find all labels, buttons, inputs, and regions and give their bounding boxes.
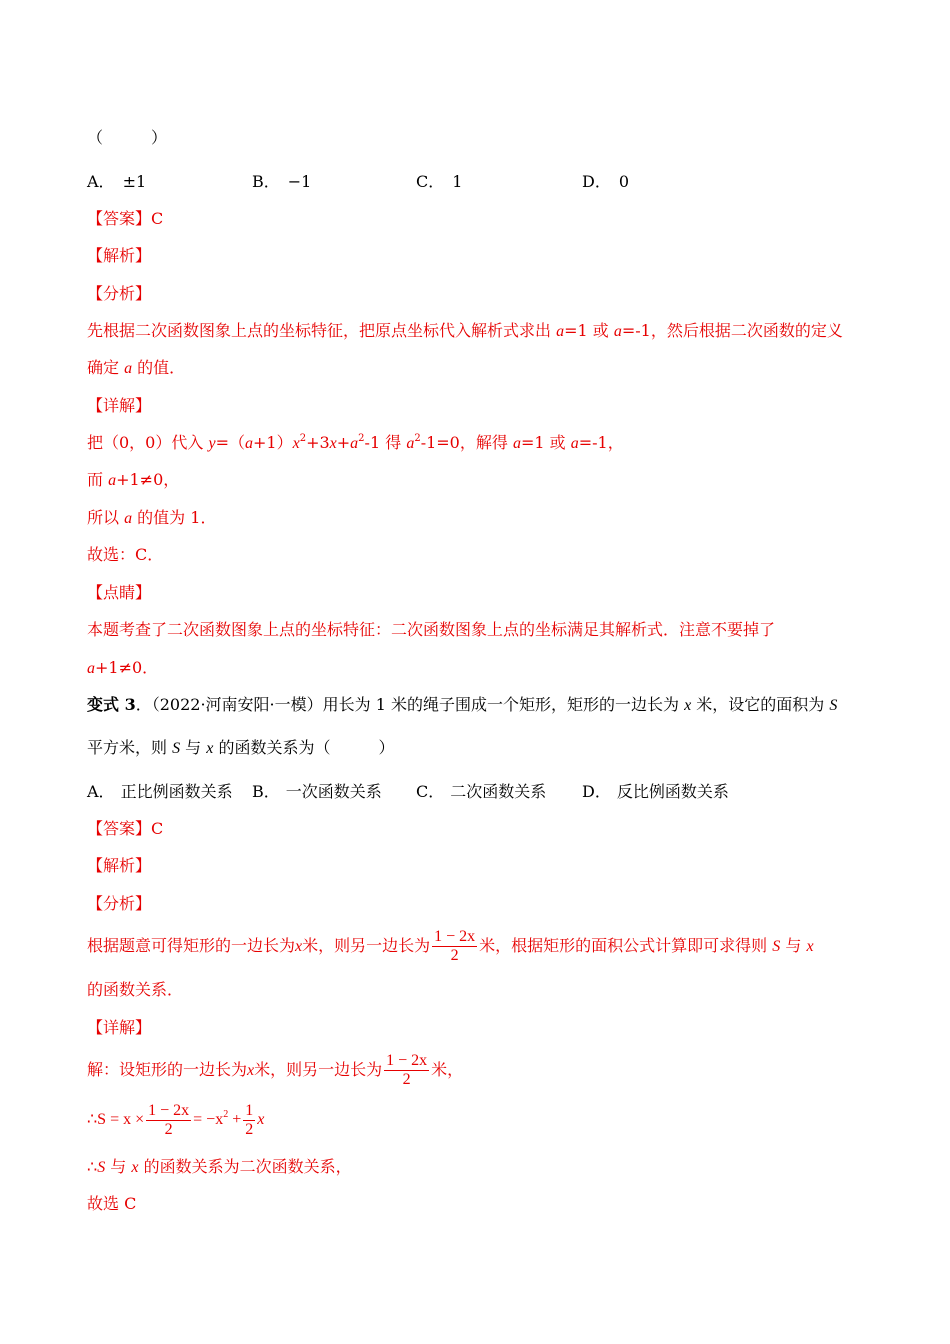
fraction-one-minus-2x: $\frac{1 - 2x}{2}$ bbox=[434, 928, 476, 964]
q3-answer-label: 【答案】C bbox=[87, 819, 164, 838]
fraction-one-minus-2x: $\frac{1 - 2x}{2}$ bbox=[148, 1101, 190, 1138]
q3-xiangjie-label: 【详解】 bbox=[87, 1018, 152, 1037]
q3-title-line-2: 平方米，则 S 与 x 的函数关系为（ ） bbox=[87, 738, 395, 757]
fraction-one-minus-2x: $\frac{1 - 2x}{2}$ bbox=[386, 1052, 428, 1088]
q3-fenxi-text-2: 的函数关系． bbox=[87, 980, 184, 999]
q3-option-d: D． 反比例函数关系 bbox=[582, 782, 729, 801]
option-d: D． 0 bbox=[582, 172, 630, 191]
q3-jiexi-label: 【解析】 bbox=[87, 856, 152, 875]
dianjing-text-1: 本题考查了二次函数图象上点的坐标特征：二次函数图象上点的坐标满足其解析式．注意不要掉了 bbox=[87, 620, 776, 639]
dianjing-text-2: a+1≠0． bbox=[87, 658, 159, 677]
jiexi-label: 【解析】 bbox=[87, 246, 152, 265]
detail-line-4: 故选：C． bbox=[87, 545, 164, 564]
detail-line-2: 而 a+1≠0， bbox=[87, 470, 180, 489]
detail-line-3: 所以 a 的值为 1． bbox=[87, 508, 217, 527]
q3-option-b: B． 一次函数关系 bbox=[252, 782, 382, 801]
q3-final-choice: 故选 C bbox=[87, 1194, 137, 1213]
xiangjie-label: 【详解】 bbox=[87, 396, 152, 415]
dianjing-label: 【点睛】 bbox=[87, 583, 152, 602]
detail-line-1: 把（0，0）代入 $y=(a+1)x^2+3x+a^2-1$ 得 $a^2-1=0$，解得 a=1 或 a=-1， bbox=[87, 432, 624, 452]
q3-equation: ∴S = x × $\frac{1 - 2x}{2}$ = $-x^2$ + $\frac{1}{2}$ x bbox=[87, 1101, 265, 1138]
fenxi-text-2: 确定 a 的值． bbox=[87, 358, 186, 377]
question-paren: （ ） bbox=[87, 128, 168, 147]
fraction-one-half: $\frac{1}{2}$ bbox=[245, 1101, 254, 1138]
q3-conclusion: ∴S 与 x 的函数关系为二次函数关系， bbox=[87, 1157, 352, 1176]
option-c: C． 1 bbox=[416, 172, 463, 191]
q3-option-a: A． 正比例函数关系 bbox=[87, 782, 233, 801]
fenxi-text-1: 先根据二次函数图象上点的坐标特征，把原点坐标代入解析式求出 a=1 或 a=-1，然后根据二次函数的定义 bbox=[87, 321, 843, 340]
q3-detail-line-1: 解：设矩形的一边长为x米，则另一边长为 $\frac{1 - 2x}{2}$ 米， bbox=[87, 1052, 464, 1088]
fenxi-label: 【分析】 bbox=[87, 284, 152, 303]
q3-title-line-1: 变式 3．（2022·河南安阳·一模）用长为 1 米的绳子围成一个矩形，矩形的一边长为 x 米，设它的面积为 S bbox=[87, 695, 838, 714]
q3-fenxi-text-1: 根据题意可得矩形的一边长为x米，则另一边长为 $\frac{1 - 2x}{2}$ 米，根据矩形的面积公式计算即可求得则 S 与 x bbox=[87, 928, 814, 964]
answer-label: 【答案】C bbox=[87, 209, 164, 228]
option-a: A． ±1 bbox=[87, 172, 147, 191]
q3-fenxi-label: 【分析】 bbox=[87, 894, 152, 913]
option-b: B． −1 bbox=[252, 172, 312, 191]
q3-option-c: C． 二次函数关系 bbox=[416, 782, 547, 801]
